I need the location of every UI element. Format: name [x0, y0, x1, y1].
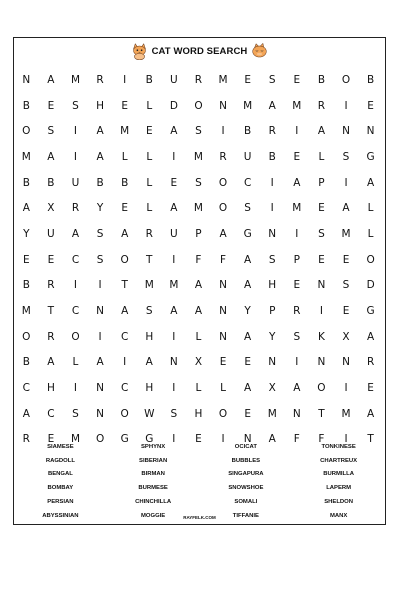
word-list-item: TIFFANIE	[232, 512, 259, 519]
word-list	[14, 440, 385, 523]
grid-letter: N	[219, 279, 227, 292]
grid-letter: N	[96, 407, 104, 420]
grid-letter: A	[194, 305, 203, 318]
grid-letter: D	[366, 279, 375, 292]
grid-letter: E	[121, 99, 128, 112]
grid-row	[14, 118, 384, 144]
grid-letter: H	[194, 407, 203, 420]
grid-letter: M	[70, 73, 81, 86]
grid-letter: N	[219, 330, 227, 343]
grid-letter: A	[367, 407, 375, 420]
grid-letter: A	[170, 125, 178, 138]
grid-letter: S	[342, 150, 350, 163]
grid-letter: S	[170, 407, 178, 420]
grid-letter: B	[96, 176, 104, 189]
grid-letter: N	[292, 407, 301, 420]
word-list-item: BOMBAY	[47, 485, 74, 492]
grid-letter: O	[22, 330, 31, 343]
grid-letter: S	[96, 227, 104, 240]
grid-letter: A	[121, 305, 129, 318]
grid-letter: E	[47, 99, 55, 112]
grid-letter: A	[244, 253, 252, 266]
grid-letter: I	[73, 150, 78, 163]
grid-letter: I	[73, 125, 78, 138]
word-row	[14, 481, 385, 495]
grid-letter: E	[47, 253, 55, 266]
grid-letter: C	[121, 382, 129, 395]
word-list-item: LAPERM	[326, 485, 352, 492]
grid-letter: O	[341, 73, 351, 86]
word-list-item: RAGDOLL	[45, 457, 75, 464]
grid-row	[14, 144, 384, 170]
grid-letter: C	[121, 330, 129, 343]
grid-letter: F	[293, 433, 300, 446]
grid-letter: U	[170, 227, 178, 240]
grid-letter: Y	[96, 202, 104, 215]
word-list-item: SINGAPURA	[228, 471, 264, 478]
grid-letter: A	[219, 227, 227, 240]
grid-row	[14, 324, 384, 350]
footer-site: RAYFELK.COM	[183, 515, 216, 520]
grid-letter: C	[243, 176, 252, 189]
word-list-item: TONKINESE	[321, 443, 356, 450]
grid-letter: G	[366, 305, 375, 318]
grid-letter: E	[47, 433, 55, 446]
grid-letter: N	[219, 99, 227, 112]
grid-letter: S	[268, 73, 276, 86]
grid-letter: S	[96, 253, 104, 266]
page-title: CAT WORD SEARCH	[151, 45, 248, 57]
grid-letter: F	[318, 433, 325, 446]
grid-row	[14, 170, 384, 196]
grid-letter: B	[22, 356, 30, 369]
grid-letter: T	[121, 279, 128, 292]
grid-letter: B	[47, 176, 55, 189]
grid-letter: I	[344, 382, 348, 395]
word-list-item: SIBERIAN	[139, 457, 168, 464]
grid-letter: A	[317, 125, 326, 138]
grid-letter: N	[22, 73, 31, 86]
word-list-item: BUBBLES	[231, 457, 261, 464]
grid-letter: S	[318, 227, 325, 240]
grid-letter: I	[344, 99, 348, 112]
grid-letter: N	[342, 356, 350, 369]
grid-letter: Y	[244, 305, 251, 318]
grid-letter: H	[96, 99, 105, 112]
grid-letter: M	[70, 433, 81, 446]
grid-letter: O	[218, 202, 228, 215]
grid-letter: S	[342, 279, 350, 292]
grid-letter: E	[367, 382, 374, 395]
grid-letter: A	[244, 382, 252, 395]
grid-letter: A	[22, 202, 30, 215]
grid-letter: E	[170, 176, 178, 189]
grid-letter: M	[193, 150, 203, 163]
grid-letter: L	[121, 150, 128, 163]
grid-letter: Y	[23, 227, 30, 240]
grid-letter: I	[123, 73, 127, 86]
grid-letter: N	[169, 356, 178, 369]
word-list-item: BURMILLA	[323, 471, 354, 478]
grid-letter: T	[318, 407, 325, 420]
letter-grid	[14, 67, 384, 452]
grid-letter: M	[243, 99, 253, 112]
grid-letter: I	[172, 382, 176, 395]
grid-letter: R	[366, 356, 375, 369]
grid-letter: E	[342, 305, 350, 318]
grid-letter: H	[46, 382, 55, 395]
grid-letter: S	[195, 125, 202, 138]
grid-letter: I	[172, 330, 176, 343]
grid-letter: G	[243, 227, 252, 240]
grid-letter: R	[47, 330, 55, 343]
grid-letter: R	[22, 433, 30, 446]
grid-letter: O	[194, 99, 203, 112]
grid-letter: L	[195, 382, 202, 395]
word-list-item: SNOWSHOE	[228, 485, 264, 492]
grid-letter: E	[22, 253, 30, 266]
grid-letter: E	[293, 279, 301, 292]
grid-letter: A	[121, 227, 129, 240]
grid-row	[14, 67, 384, 93]
grid-letter: M	[292, 99, 302, 112]
word-row	[14, 440, 385, 454]
grid-letter: B	[22, 99, 30, 112]
grid-letter: L	[146, 202, 153, 215]
grid-row	[14, 195, 384, 221]
grid-letter: U	[47, 227, 55, 240]
grid-letter: W	[144, 407, 155, 420]
grid-letter: M	[21, 305, 31, 318]
grid-letter: E	[342, 253, 350, 266]
grid-letter: C	[71, 253, 80, 266]
grid-letter: A	[268, 99, 276, 112]
word-list-item: SOMALI	[234, 499, 258, 506]
grid-letter: A	[170, 202, 178, 215]
grid-letter: A	[96, 356, 104, 369]
grid-letter: S	[47, 125, 55, 138]
grid-letter: F	[220, 253, 227, 266]
grid-letter: R	[96, 73, 104, 86]
grid-letter: C	[47, 407, 55, 420]
grid-letter: T	[367, 433, 374, 446]
grid-letter: S	[268, 253, 276, 266]
grid-letter: N	[317, 279, 326, 292]
grid-letter: E	[244, 407, 251, 420]
grid-letter: E	[121, 202, 128, 215]
grid-letter: I	[295, 227, 299, 240]
word-list-item: PERSIAN	[47, 499, 74, 506]
grid-letter: M	[267, 407, 277, 420]
grid-letter: A	[22, 407, 30, 420]
grid-letter: O	[218, 176, 228, 189]
grid-letter: X	[194, 356, 203, 369]
grid-letter: E	[145, 125, 153, 138]
word-row	[14, 454, 385, 468]
grid-letter: A	[47, 356, 55, 369]
word-row	[14, 495, 385, 509]
grid-letter: I	[270, 202, 274, 215]
grid-letter: L	[146, 150, 153, 163]
grid-letter: B	[317, 73, 326, 86]
grid-letter: M	[169, 279, 179, 292]
grid-letter: K	[317, 330, 325, 343]
grid-letter: B	[145, 73, 153, 86]
grid-letter: I	[172, 150, 176, 163]
grid-letter: N	[96, 382, 104, 395]
grid-letter: X	[268, 382, 276, 395]
grid-letter: R	[293, 305, 301, 318]
grid-letter: A	[47, 73, 55, 86]
grid-row	[14, 298, 384, 324]
grid-letter: S	[72, 99, 79, 112]
grid-letter: H	[268, 279, 277, 292]
grid-letter: O	[22, 125, 31, 138]
grid-letter: S	[293, 330, 301, 343]
grid-letter: R	[268, 125, 276, 138]
grid-letter: L	[195, 330, 202, 343]
grid-letter: X	[342, 330, 350, 343]
grid-letter: A	[170, 305, 178, 318]
grid-letter: N	[366, 125, 375, 138]
grid-letter: F	[195, 253, 202, 266]
title-row	[14, 41, 385, 61]
grid-letter: C	[22, 382, 30, 395]
word-list-item: OCICAT	[234, 443, 257, 450]
grid-letter: G	[120, 433, 129, 446]
grid-letter: A	[145, 356, 153, 369]
grid-letter: O	[317, 382, 326, 395]
grid-letter: I	[123, 356, 127, 369]
grid-letter: A	[96, 150, 104, 163]
sleeping-cat-icon	[251, 43, 268, 60]
word-list-item: SPHYNX	[141, 443, 166, 450]
grid-letter: E	[195, 433, 202, 446]
grid-letter: H	[145, 382, 154, 395]
grid-letter: P	[195, 227, 202, 240]
grid-letter: B	[22, 176, 30, 189]
grid-letter: I	[270, 176, 274, 189]
grid-letter: L	[318, 150, 325, 163]
grid-letter: X	[47, 202, 55, 215]
grid-letter: I	[172, 253, 176, 266]
grid-letter: B	[367, 73, 375, 86]
grid-letter: H	[145, 330, 154, 343]
grid-letter: L	[146, 176, 153, 189]
grid-letter: I	[319, 305, 323, 318]
worksheet	[13, 37, 386, 525]
grid-letter: I	[73, 382, 78, 395]
grid-letter: S	[195, 176, 202, 189]
grid-letter: R	[219, 150, 227, 163]
grid-row	[14, 401, 384, 427]
grid-letter: M	[218, 73, 228, 86]
grid-letter: L	[367, 227, 374, 240]
grid-letter: E	[219, 356, 227, 369]
grid-letter: I	[73, 279, 78, 292]
grid-letter: T	[146, 253, 153, 266]
sitting-cat-icon	[131, 43, 148, 60]
grid-letter: G	[145, 433, 154, 446]
word-list-item: CHINCHILLA	[135, 499, 172, 506]
grid-row	[14, 93, 384, 119]
grid-letter: M	[21, 150, 31, 163]
grid-letter: E	[244, 73, 251, 86]
grid-letter: L	[220, 382, 226, 395]
grid-letter: O	[71, 330, 80, 343]
grid-letter: A	[268, 433, 276, 446]
grid-letter: I	[221, 433, 225, 446]
grid-letter: A	[244, 330, 252, 343]
grid-letter: M	[292, 202, 302, 215]
grid-letter: I	[221, 125, 225, 138]
grid-letter: T	[47, 305, 55, 318]
grid-letter: N	[317, 356, 326, 369]
word-list-item: CHARTREUX	[320, 457, 358, 464]
grid-row	[14, 375, 384, 401]
grid-letter: B	[22, 279, 30, 292]
word-list-item: BURMESE	[138, 485, 168, 492]
grid-letter: G	[366, 150, 375, 163]
grid-letter: A	[71, 227, 80, 240]
grid-letter: L	[367, 202, 374, 215]
grid-letter: A	[342, 202, 350, 215]
grid-letter: O	[120, 407, 129, 420]
grid-letter: N	[243, 433, 252, 446]
grid-letter: E	[293, 73, 301, 86]
grid-letter: Y	[269, 330, 276, 343]
grid-letter: A	[367, 176, 375, 189]
grid-row	[14, 221, 384, 247]
grid-letter: A	[47, 150, 55, 163]
grid-letter: N	[96, 305, 104, 318]
grid-letter: R	[317, 99, 326, 112]
grid-letter: D	[169, 99, 178, 112]
grid-letter: B	[268, 150, 276, 163]
grid-letter: A	[244, 279, 252, 292]
grid-letter: P	[269, 305, 276, 318]
grid-letter: M	[341, 407, 351, 420]
grid-letter: I	[98, 330, 102, 343]
grid-letter: O	[120, 253, 129, 266]
grid-letter: O	[366, 253, 375, 266]
grid-letter: U	[71, 176, 80, 189]
grid-letter: A	[293, 176, 301, 189]
grid-letter: B	[244, 125, 252, 138]
word-list-item: SHELDON	[324, 499, 354, 506]
grid-letter: A	[194, 279, 203, 292]
grid-letter: I	[295, 356, 299, 369]
grid-letter: E	[293, 150, 301, 163]
word-list-item: SIAMESE	[47, 443, 74, 450]
grid-letter: R	[71, 202, 80, 215]
grid-letter: N	[268, 356, 277, 369]
grid-letter: C	[71, 305, 80, 318]
grid-letter: U	[243, 150, 252, 163]
grid-letter: P	[293, 253, 300, 266]
word-list-item: BIRMAN	[141, 471, 165, 478]
grid-letter: N	[342, 125, 350, 138]
word-list-item: MOGGIE	[141, 512, 166, 519]
grid-letter: A	[293, 382, 301, 395]
grid-letter: O	[95, 433, 105, 446]
grid-letter: N	[219, 305, 227, 318]
grid-letter: N	[268, 227, 277, 240]
grid-letter: I	[172, 433, 176, 446]
grid-letter: E	[244, 356, 251, 369]
grid-letter: A	[96, 125, 104, 138]
word-list-item: ABYSSINIAN	[42, 512, 79, 519]
grid-letter: B	[121, 176, 129, 189]
grid-letter: R	[194, 73, 203, 86]
grid-letter: L	[146, 99, 153, 112]
grid-row	[14, 247, 384, 273]
grid-letter: S	[145, 305, 153, 318]
word-row	[14, 468, 385, 482]
grid-letter: E	[367, 99, 374, 112]
grid-letter: M	[144, 279, 154, 292]
word-list-item: BENGAL	[47, 471, 73, 478]
grid-letter: E	[318, 202, 325, 215]
grid-row	[14, 273, 384, 299]
grid-letter: I	[344, 433, 348, 446]
grid-letter: A	[367, 330, 375, 343]
grid-letter: P	[318, 176, 325, 189]
grid-letter: S	[72, 407, 79, 420]
grid-letter: M	[120, 125, 130, 138]
grid-letter: I	[295, 125, 299, 138]
grid-letter: M	[193, 202, 203, 215]
grid-letter: S	[244, 202, 251, 215]
grid-letter: I	[344, 176, 348, 189]
grid-letter: M	[341, 227, 351, 240]
grid-letter: R	[47, 279, 55, 292]
grid-letter: R	[145, 227, 153, 240]
grid-letter: O	[218, 407, 228, 420]
grid-letter: I	[98, 279, 102, 292]
grid-letter: E	[318, 253, 325, 266]
grid-letter: U	[170, 73, 178, 86]
grid-letter: L	[72, 356, 79, 369]
grid-row	[14, 350, 384, 376]
word-list-item: MANX	[329, 512, 348, 519]
